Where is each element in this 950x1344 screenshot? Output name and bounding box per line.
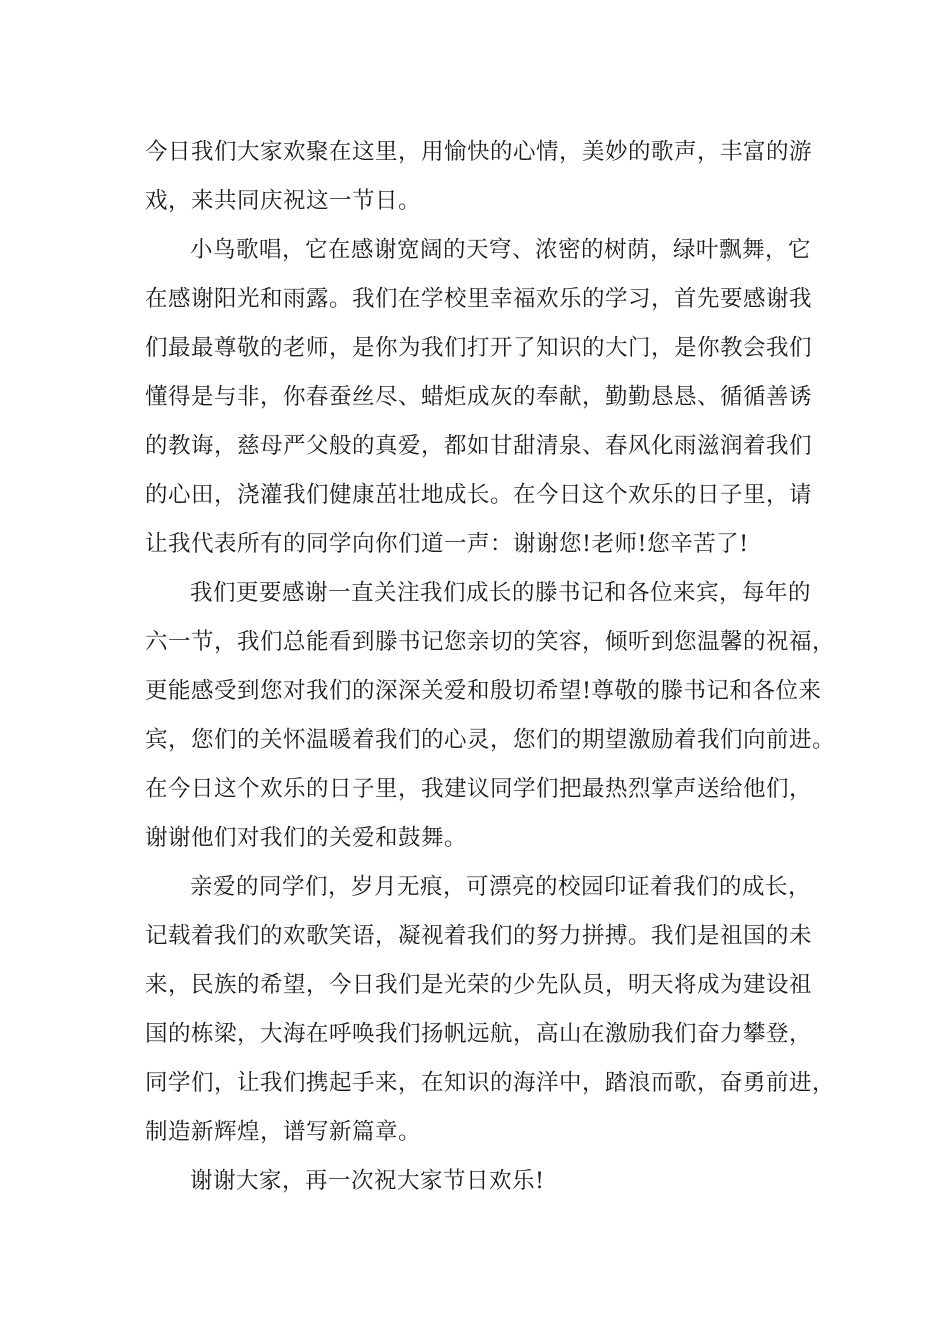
text-line: 在感谢阳光和雨露。我们在学校里幸福欢乐的学习，首先要感谢我 [145, 286, 813, 312]
text-line: 让我代表所有的同学向你们道一声：谢谢您!老师!您辛苦了! [145, 531, 749, 557]
text-line: 戏，来共同庆祝这一节日。 [145, 188, 422, 214]
text-line: 懂得是与非，你春蚕丝尽、蜡炬成灰的奉献，勤勤恳恳、循循善诱 [145, 384, 813, 410]
paragraph [145, 569, 836, 863]
text-line: 制造新辉煌，谱写新篇章。 [145, 1119, 422, 1145]
paragraph [145, 128, 825, 226]
text-line: 们最最尊敬的老师，是你为我们打开了知识的大门，是你教会我们 [145, 335, 813, 361]
paragraph [145, 1157, 825, 1206]
text-line: 的心田，浇灌我们健康茁壮地成长。在今日这个欢乐的日子里，请 [145, 482, 813, 508]
paragraph [145, 226, 825, 569]
text-line: 在今日这个欢乐的日子里，我建议同学们把最热烈掌声送给他们， [145, 776, 813, 802]
text-line: 国的栋梁，大海在呼唤我们扬帆远航，高山在激励我们奋力攀登， [145, 1021, 813, 1047]
text-line: 同学们，让我们携起手来，在知识的海洋中，踏浪而歌，奋勇前进， [145, 1070, 836, 1096]
text-line: 六一节，我们总能看到滕书记您亲切的笑容，倾听到您温馨的祝福， [145, 629, 836, 655]
text-line: 的教诲，慈母严父般的真爱，都如甘甜清泉、春风化雨滋润着我们 [145, 433, 813, 459]
document-body [145, 128, 836, 1206]
text-line: 今日我们大家欢聚在这里，用愉快的心情，美妙的歌声，丰富的游 [145, 139, 813, 165]
text-line: 来，民族的希望，今日我们是光荣的少先队员，明天将成为建设祖 [145, 972, 813, 998]
paragraph [145, 863, 836, 1157]
text-line: 我们更要感谢一直关注我们成长的滕书记和各位来宾，每年的 [190, 580, 812, 606]
text-line: 记载着我们的欢歌笑语，凝视着我们的努力拼搏。我们是祖国的未 [145, 923, 813, 949]
text-line: 谢谢他们对我们的关爱和鼓舞。 [145, 825, 468, 851]
text-line: 谢谢大家，再一次祝大家节日欢乐! [190, 1168, 545, 1194]
text-line: 宾，您们的关怀温暖着我们的心灵，您们的期望激励着我们向前进。 [145, 727, 836, 753]
text-line: 亲爱的同学们，岁月无痕，可漂亮的校园印证着我们的成长， [190, 874, 812, 900]
text-line: 小鸟歌唱，它在感谢宽阔的天穹、浓密的树荫，绿叶飘舞，它 [190, 237, 812, 263]
text-line: 更能感受到您对我们的深深关爱和殷切希望!尊敬的滕书记和各位来 [145, 678, 822, 704]
